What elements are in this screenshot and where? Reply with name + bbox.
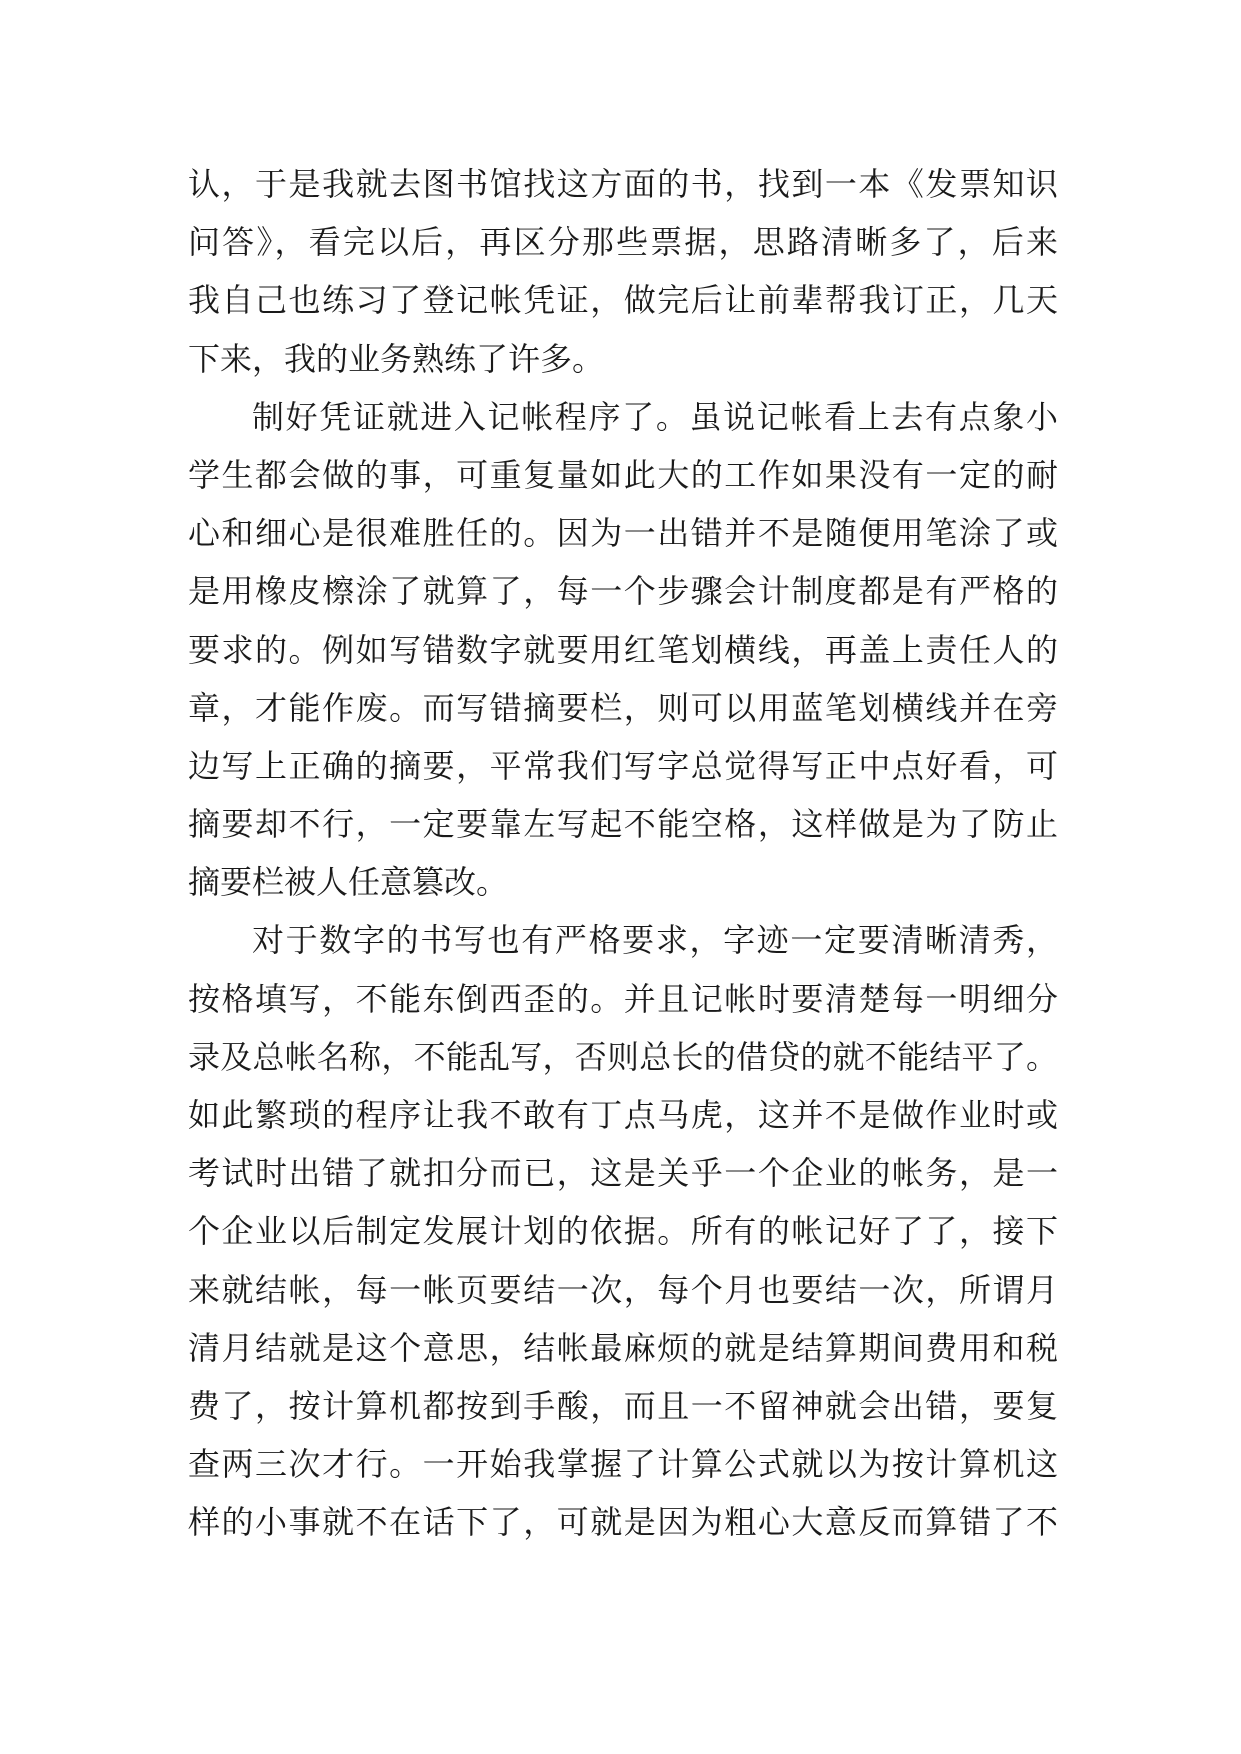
- text-line: 问答》，看完以后，再区分那些票据，思路清晰多了，后来: [188, 223, 1058, 262]
- text-line: 我自己也练习了登记帐凭证，做完后让前辈帮我订正，几天: [188, 281, 1058, 320]
- text-line: 如此繁琐的程序让我不敢有丁点马虎，这并不是做作业时或: [188, 1096, 1058, 1134]
- text-line: 样的小事就不在话下了，可就是因为粗心大意反而算错了不: [188, 1503, 1058, 1542]
- text-line: 费了，按计算机都按到手酸，而且一不留神就会出错，要复: [188, 1386, 1058, 1425]
- text-line: 是用橡皮檫涂了就算了，每一个步骤会计制度都是有严格的: [188, 572, 1058, 611]
- text-line: 按格填写，不能东倒西歪的。并且记帐时要清楚每一明细分: [188, 979, 1058, 1018]
- text-line: 要求的。例如写错数字就要用红笔划横线，再盖上责任人的: [188, 630, 1058, 669]
- text-line: 边写上正确的摘要，平常我们写字总觉得写正中点好看，可: [188, 746, 1058, 785]
- body-text: [188, 155, 1058, 1552]
- text-line: 心和细心是很难胜任的。因为一出错并不是随便用笔涂了或: [188, 514, 1058, 553]
- text-line: 清月结就是这个意思，结帐最麻烦的就是结算期间费用和税: [188, 1328, 1058, 1367]
- text-line: 下来，我的业务熟练了许多。: [188, 339, 605, 378]
- paragraph-first-line: 对于数字的书写也有严格要求，字迹一定要清晰清秀，: [252, 921, 1058, 960]
- text-line: 个企业以后制定发展计划的依据。所有的帐记好了了，接下: [188, 1212, 1058, 1251]
- text-line: 学生都会做的事，可重复量如此大的工作如果没有一定的耐: [188, 455, 1058, 494]
- text-line: 查两三次才行。一开始我掌握了计算公式就以为按计算机这: [188, 1445, 1058, 1484]
- text-line: 章，才能作废。而写错摘要栏，则可以用蓝笔划横线并在旁: [188, 688, 1058, 727]
- text-line: 录及总帐名称，不能乱写，否则总长的借贷的就不能结平了。: [188, 1037, 1058, 1076]
- text-line: 考试时出错了就扣分而已，这是关乎一个企业的帐务，是一: [188, 1154, 1058, 1193]
- text-line: 摘要栏被人任意篡改。: [188, 863, 509, 902]
- text-line: 摘要却不行，一定要靠左写起不能空格，这样做是为了防止: [188, 805, 1058, 844]
- text-line: 认，于是我就去图书馆找这方面的书，找到一本《发票知识: [188, 165, 1058, 203]
- paragraph-first-line: 制好凭证就进入记帐程序了。虽说记帐看上去有点象小: [252, 397, 1058, 436]
- text-line: 来就结帐，每一帐页要结一次，每个月也要结一次，所谓月: [188, 1270, 1058, 1309]
